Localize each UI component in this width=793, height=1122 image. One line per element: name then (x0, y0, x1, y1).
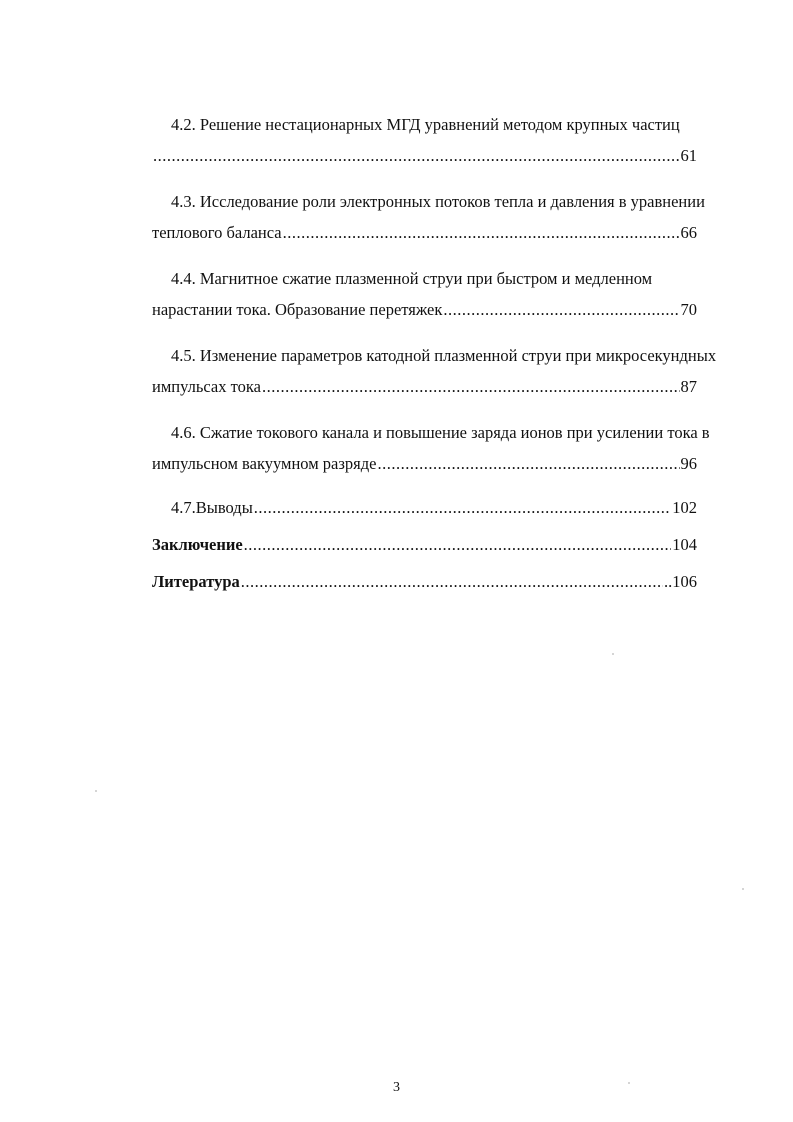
toc-page-number: 102 (672, 498, 697, 517)
dot-leader (254, 497, 671, 519)
toc-entry-title: 4.7.Выводы (171, 498, 253, 517)
dot-leader (262, 376, 680, 398)
scan-speck (612, 653, 614, 655)
toc-page-number: 96 (680, 454, 697, 473)
toc-page-number: 66 (680, 223, 697, 242)
toc-entry-continuation: импульсах тока (152, 377, 261, 396)
toc-entry-leader-line (152, 497, 697, 519)
toc-page-number: 87 (680, 377, 697, 396)
toc-entry-title: 4.4. Магнитное сжатие плазменной струи при быстром и медленном (171, 269, 653, 288)
toc-entry-4-4[interactable] (152, 266, 697, 321)
toc-entry-literature[interactable] (152, 571, 697, 593)
dot-leader (377, 453, 679, 475)
toc-entry-leader-line (152, 145, 697, 167)
toc-entry-4-3[interactable] (152, 189, 705, 244)
page-number: 3 (393, 1080, 400, 1095)
toc-entry-leader-line (152, 222, 697, 244)
dot-leader (443, 299, 679, 321)
toc-entry-leader-line (152, 453, 697, 475)
toc-page-number: 70 (680, 300, 697, 319)
toc-entry-leader-line (152, 376, 697, 398)
toc-entry-title: 4.3. Исследование роли электронных потоков тепла и давления в уравнении (171, 192, 705, 211)
dot-leader (153, 145, 680, 167)
scan-speck (95, 790, 97, 792)
toc-entry-title: 4.5. Изменение параметров катодной плазменной струи при микросекундных (171, 346, 717, 365)
toc-entry-title: Литература (152, 572, 240, 591)
toc-entry-summary[interactable] (152, 534, 697, 556)
toc-entry-continuation: теплового баланса (152, 223, 282, 242)
toc-entry-continuation: нарастании тока. Образование перетяжек (152, 300, 443, 319)
toc-entry-continuation: импульсном вакуумном разряде (152, 454, 377, 473)
toc-entry-4-7[interactable] (152, 497, 697, 519)
scan-speck (742, 888, 744, 890)
dot-leader (283, 222, 680, 244)
toc-entry-title: Заключение (152, 535, 243, 554)
dot-leader (241, 571, 663, 593)
dot-leader (244, 534, 672, 556)
toc-entry-title: 4.6. Сжатие токового канала и повышение заряда ионов при усилении тока в (171, 423, 710, 442)
toc-page-number: ..106 (664, 572, 697, 591)
toc-page-number: 104 (672, 535, 697, 554)
table-of-contents (152, 112, 717, 608)
toc-entry-4-6[interactable] (152, 420, 710, 475)
toc-entry-leader-line (152, 571, 697, 593)
toc-entry-leader-line (152, 299, 697, 321)
toc-entry-title: 4.2. Решение нестационарных МГД уравнений методом крупных частиц (171, 115, 680, 134)
toc-entry-4-2[interactable] (152, 112, 697, 167)
toc-page-number: 61 (680, 146, 697, 165)
toc-entry-4-5[interactable] (152, 343, 717, 398)
scan-speck (628, 1082, 630, 1084)
toc-entry-leader-line (152, 534, 697, 556)
